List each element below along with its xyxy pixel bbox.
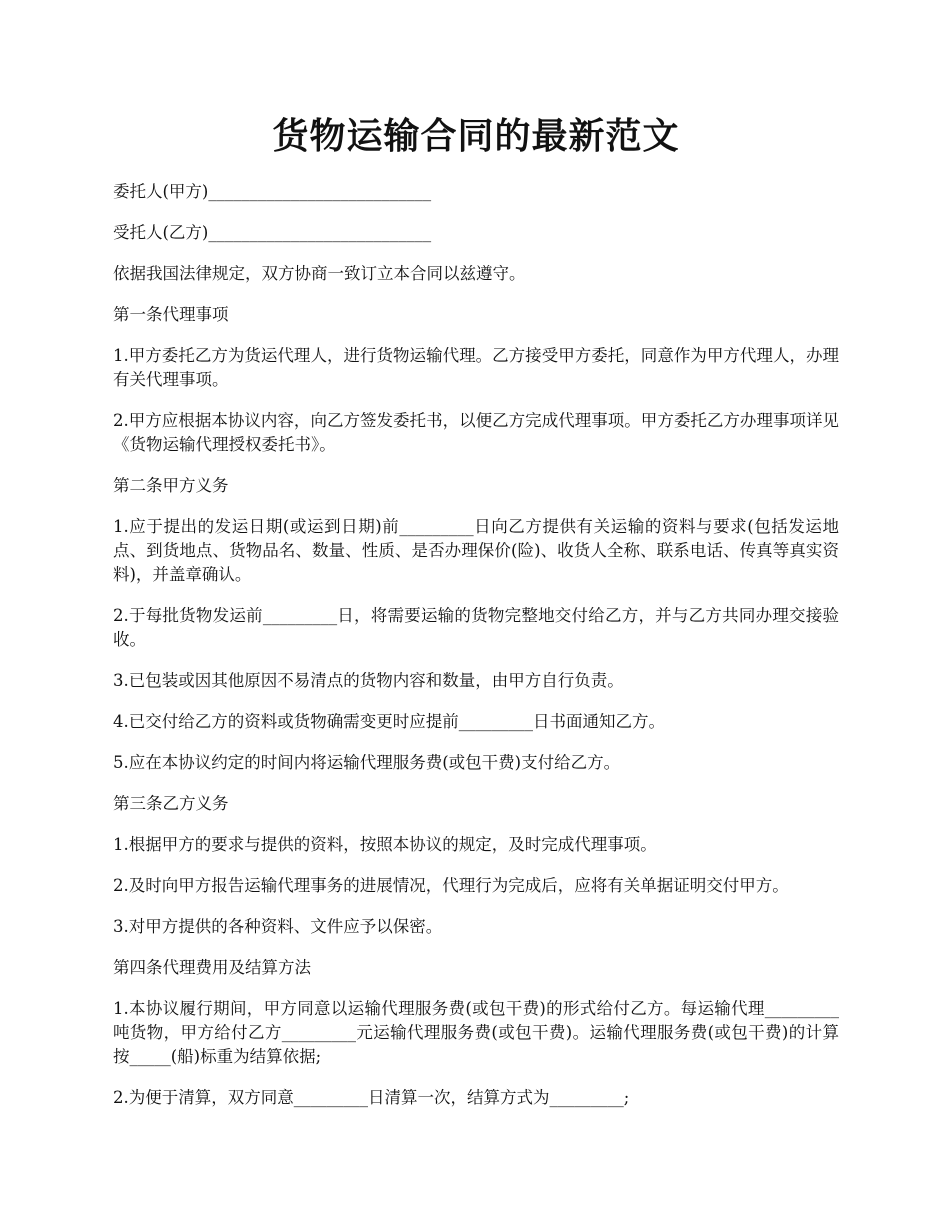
- section-heading-article-4: 第四条代理费用及结算方法: [113, 958, 311, 977]
- clause-paragraph: 3.已包装或因其他原因不易清点的货物内容和数量，由甲方自行负责。: [113, 671, 624, 690]
- section-heading-article-2: 第二条甲方义务: [113, 476, 229, 495]
- clause-paragraph: 4.已交付给乙方的资料或货物确需变更时应提前_________日书面通知乙方。: [113, 712, 665, 731]
- document-title: 货物运输合同的最新范文: [272, 115, 680, 157]
- party-a-line: 委托人(甲方)___________________________: [113, 182, 432, 201]
- clause-paragraph: 2.于每批货物发运前_________日，将需要运输的货物完整地交付给乙方，并与乙方共同办理交接验收。: [113, 606, 839, 649]
- clause-paragraph: 5.应在本协议约定的时间内将运输代理服务费(或包干费)支付给乙方。: [113, 753, 621, 772]
- section-heading-article-3: 第三条乙方义务: [113, 794, 229, 813]
- party-b-line: 受托人(乙方)___________________________: [113, 223, 432, 242]
- clause-paragraph: 1.应于提出的发运日期(或运到日期)前_________日向乙方提供有关运输的资料与要求(包括发运地点、到货地点、货物品名、数量、性质、是否办理保价(险)、收货人全称、联系电话、传真等真实资料)，并盖章确认。: [113, 517, 839, 584]
- document-body: [113, 180, 839, 1110]
- clause-paragraph: 2.及时向甲方报告运输代理事务的进展情况，代理行为完成后，应将有关单据证明交付甲方。: [113, 876, 789, 895]
- clause-paragraph: 3.对甲方提供的各种资料、文件应予以保密。: [113, 917, 443, 936]
- clause-paragraph: 1.根据甲方的要求与提供的资料，按照本协议的规定，及时完成代理事项。: [113, 835, 657, 854]
- clause-paragraph: 2.为便于清算，双方同意_________日清算一次，结算方式为_________;: [113, 1088, 630, 1107]
- clause-paragraph: 1.本协议履行期间，甲方同意以运输代理服务费(或包干费)的形式给付乙方。每运输代理_________吨货物，甲方给付乙方_________元运输代理服务费(或包干费)。运输代理服务费(或包干费)的计算按_____(船)标重为结算依据;: [113, 999, 839, 1066]
- section-heading-article-1: 第一条代理事项: [113, 305, 229, 324]
- document-page: [113, 0, 839, 1127]
- clause-paragraph: 1.甲方委托乙方为货运代理人，进行货物运输代理。乙方接受甲方委托，同意作为甲方代理人，办理有关代理事项。: [113, 346, 839, 389]
- clause-paragraph: 2.甲方应根据本协议内容，向乙方签发委托书，以便乙方完成代理事项。甲方委托乙方办理事项详见《货物运输代理授权委托书》。: [113, 411, 839, 454]
- preamble-paragraph: 依据我国法律规定，双方协商一致订立本合同以兹遵守。: [113, 264, 526, 283]
